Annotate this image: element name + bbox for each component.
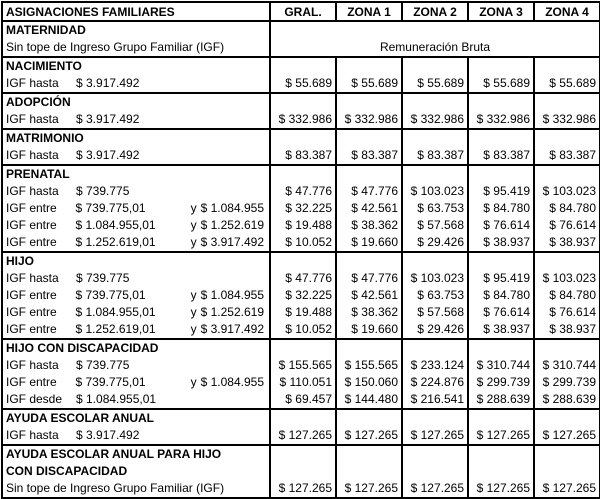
section-title: MATERNIDAD [6,23,86,37]
condition-type: IGF entre [6,375,57,389]
condition-type: IGF entre [6,218,57,232]
condition-and: y [190,322,197,336]
section-title: AYUDA ESCOLAR ANUAL [6,411,155,425]
amount-value: $ 288.639 [542,392,596,406]
amount-value: $ 155.565 [344,358,398,372]
condition-and: y [190,218,197,232]
amount-value: $ 55.689 [549,76,596,90]
condition-and: y [190,305,197,319]
condition-row [6,200,266,217]
amount-value: $ 76.614 [549,218,596,232]
amount-value: $ 233.124 [410,358,464,372]
condition-row [6,287,266,304]
amount-value: $ 103.023 [410,184,464,198]
amount-value: $ 47.776 [351,184,398,198]
condition-from: $ 739.775,01 [75,375,146,389]
amount-value: $ 10.052 [285,235,332,249]
amount-value: $ 29.426 [417,322,464,336]
amount-value: $ 127.265 [542,428,596,442]
amount-value: $ 127.265 [476,481,530,495]
amount-cell [534,165,600,252]
condition-from: $ 739.775 [76,358,130,372]
condition-label: Sin tope de Ingreso Grupo Familiar (IGF) [6,40,225,54]
amount-cell [336,252,402,339]
amount-cell [468,252,534,339]
amount-cell [468,409,534,445]
amount-cell [402,252,468,339]
amount-value: $ 10.052 [285,322,332,336]
amount-value: $ 332.986 [344,112,398,126]
condition-to: $ 1.252.619 [200,305,264,319]
amount-value: $ 84.780 [549,201,596,215]
section-title: ADOPCIÓN [6,95,71,109]
remuneracion-note [270,21,600,57]
amount-value: $ 310.744 [476,358,530,372]
header-zona-4: ZONA 4 [534,2,600,21]
amount-value: $ 63.753 [417,201,464,215]
amount-value: $ 83.387 [285,148,332,162]
header-zona-2: ZONA 2 [402,2,468,21]
amount-cell [468,57,534,93]
amount-value: $ 127.265 [278,481,332,495]
section-title: NACIMIENTO [6,59,82,73]
condition-row [6,270,266,287]
header-zona-3: ZONA 3 [468,2,534,21]
amount-cell [402,129,468,165]
amount-cell [534,339,600,409]
condition-to: $ 3.917.492 [200,322,264,336]
condition-row [6,147,266,164]
condition-type: IGF hasta [6,184,59,198]
amount-value: $ 84.780 [549,288,596,302]
amount-cell [270,93,336,129]
header-gral: GRAL. [270,2,336,21]
condition-type: IGF hasta [6,271,59,285]
condition-and: y [190,235,197,249]
condition-type: IGF desde [6,392,63,406]
condition-from: $ 739.775,01 [75,288,146,302]
amount-cell [402,165,468,252]
amount-value: $ 216.541 [410,392,464,406]
section-label-cell [2,445,270,498]
amount-cell [534,129,600,165]
section-hijo [2,252,600,339]
condition-from: $ 1.084.955,01 [76,392,157,406]
condition-from: $ 1.252.619,01 [75,235,156,249]
amount-cell [534,57,600,93]
section-title: CON DISCAPACIDAD [6,464,128,478]
amount-value: $ 38.937 [549,322,596,336]
amount-value: $ 55.689 [417,76,464,90]
condition-row [6,39,266,56]
amount-value: $ 38.937 [483,322,530,336]
amount-value: $ 310.744 [542,358,596,372]
condition-to: $ 1.084.955 [200,288,264,302]
condition-and: y [190,201,197,215]
amount-value: $ 84.780 [483,288,530,302]
amount-value: $ 76.614 [549,305,596,319]
condition-label: Sin tope de Ingreso Grupo Familiar (IGF) [6,481,225,495]
amount-value: $ 299.739 [476,375,530,389]
condition-row [6,75,266,92]
section-label-cell [2,339,270,409]
amount-value: $ 38.937 [483,235,530,249]
condition-row [6,374,266,391]
amount-cell [534,409,600,445]
section-ayuda-escolar-anual [2,409,600,445]
amount-value: $ 29.426 [417,235,464,249]
amount-value: $ 224.876 [410,375,464,389]
section-hijo-con-discapacidad [2,339,600,409]
remuneracion-text: Remuneración Bruta [379,40,491,54]
section-label-cell [2,165,270,252]
amount-cell [468,339,534,409]
section-adopcion [2,93,600,129]
condition-type: IGF hasta [6,76,59,90]
amount-cell [468,445,534,498]
amount-value: $ 299.739 [542,375,596,389]
section-label-cell [2,409,270,445]
amount-value: $ 38.362 [351,218,398,232]
amount-value: $ 127.265 [476,428,530,442]
condition-type: IGF hasta [6,148,59,162]
asignaciones-table [1,1,600,499]
amount-value: $ 332.986 [542,112,596,126]
section-label-cell [2,21,270,57]
amount-value: $ 83.387 [483,148,530,162]
amount-value: $ 47.776 [285,271,332,285]
amount-cell [534,93,600,129]
amount-cell [468,93,534,129]
section-title: AYUDA ESCOLAR ANUAL PARA HIJO [6,447,222,461]
amount-cell [402,445,468,498]
amount-value: $ 19.660 [351,235,398,249]
amount-value: $ 288.639 [476,392,530,406]
amount-value: $ 57.568 [417,305,464,319]
condition-from: $ 739.775 [76,184,130,198]
condition-row [6,183,266,200]
amount-value: $ 19.488 [285,218,332,232]
condition-and: y [190,288,197,302]
condition-from: $ 1.084.955,01 [75,305,156,319]
condition-row [6,480,266,497]
condition-to: $ 1.084.955 [200,375,264,389]
amount-cell [270,57,336,93]
amount-value: $ 32.225 [285,288,332,302]
amount-value: $ 47.776 [285,184,332,198]
amount-cell [402,409,468,445]
amount-cell [336,445,402,498]
section-label-cell [2,129,270,165]
amount-cell [468,129,534,165]
amount-cell [336,93,402,129]
section-label-cell [2,93,270,129]
condition-row [6,357,266,374]
section-maternidad [2,21,600,57]
amount-value: $ 63.753 [417,288,464,302]
condition-row [6,111,266,128]
amount-value: $ 332.986 [476,112,530,126]
condition-row [6,321,266,338]
amount-value: $ 127.265 [344,428,398,442]
amount-value: $ 84.780 [483,201,530,215]
condition-row [6,391,266,408]
amount-value: $ 332.986 [278,112,332,126]
amount-cell [534,252,600,339]
condition-from: $ 3.917.492 [76,76,140,90]
condition-from: $ 1.252.619,01 [75,322,156,336]
amount-value: $ 127.265 [344,481,398,495]
amount-cell [534,445,600,498]
amount-cell [270,252,336,339]
section-matrimonio [2,129,600,165]
section-title: MATRIMONIO [6,131,84,145]
amount-value: $ 57.568 [417,218,464,232]
amount-value: $ 127.265 [278,428,332,442]
amount-cell [402,93,468,129]
amount-value: $ 19.660 [351,322,398,336]
section-ayuda-escolar-anual-para-hijo-con-discapacidad [2,445,600,498]
condition-type: IGF entre [6,322,57,336]
amount-value: $ 103.023 [542,184,596,198]
header-asignaciones: ASIGNACIONES FAMILIARES [2,2,270,21]
condition-type: IGF entre [6,288,57,302]
condition-type: IGF hasta [6,112,59,126]
section-title: HIJO [6,254,35,268]
condition-from: $ 3.917.492 [76,428,140,442]
header-zona-1: ZONA 1 [336,2,402,21]
condition-type: IGF entre [6,305,57,319]
condition-to: $ 1.252.619 [200,218,264,232]
amount-cell [270,339,336,409]
amount-value: $ 32.225 [285,201,332,215]
amount-cell [336,409,402,445]
amount-value: $ 110.051 [279,375,332,389]
section-label-cell [2,57,270,93]
condition-from: $ 739.775 [76,271,130,285]
amount-cell [336,165,402,252]
condition-from: $ 739.775,01 [75,201,146,215]
amount-value: $ 69.457 [285,392,332,406]
header-row [2,2,600,21]
amount-value: $ 103.023 [410,271,464,285]
amount-value: $ 83.387 [351,148,398,162]
amount-value: $ 144.480 [344,392,398,406]
amount-value: $ 42.561 [351,201,398,215]
amount-value: $ 55.689 [483,76,530,90]
amount-value: $ 95.419 [483,271,530,285]
amount-cell [270,165,336,252]
amount-value: $ 76.614 [483,218,530,232]
section-prenatal [2,165,600,252]
amount-value: $ 55.689 [285,76,332,90]
condition-to: $ 1.084.955 [200,201,264,215]
condition-from: $ 1.084.955,01 [75,218,156,232]
condition-row [6,234,266,251]
section-label-cell [2,252,270,339]
amount-value: $ 127.265 [410,428,464,442]
amount-value: $ 150.060 [344,375,398,389]
condition-type: IGF hasta [6,428,59,442]
amount-value: $ 95.419 [483,184,530,198]
amount-value: $ 47.776 [351,271,398,285]
amount-value: $ 155.565 [278,358,332,372]
amount-value: $ 332.986 [410,112,464,126]
condition-type: IGF hasta [6,358,59,372]
amount-value: $ 19.488 [285,305,332,319]
amount-cell [270,445,336,498]
amount-cell [336,129,402,165]
amount-value: $ 127.265 [410,481,464,495]
amount-value: $ 127.265 [542,481,596,495]
amount-cell [402,57,468,93]
amount-cell [402,339,468,409]
section-nacimiento [2,57,600,93]
condition-type: IGF entre [6,235,57,249]
condition-to: $ 3.917.492 [200,235,264,249]
amount-cell [270,409,336,445]
amount-value: $ 38.937 [549,235,596,249]
condition-row [6,217,266,234]
condition-row [6,427,266,444]
amount-value: $ 76.614 [483,305,530,319]
amount-cell [468,165,534,252]
amount-value: $ 103.023 [542,271,596,285]
amount-cell [270,129,336,165]
condition-from: $ 3.917.492 [76,148,140,162]
condition-from: $ 3.917.492 [76,112,140,126]
section-title: PRENATAL [6,167,70,181]
section-title: HIJO CON DISCAPACIDAD [6,341,159,355]
amount-cell [336,57,402,93]
amount-value: $ 83.387 [549,148,596,162]
amount-value: $ 55.689 [351,76,398,90]
condition-and: y [190,375,197,389]
amount-value: $ 42.561 [351,288,398,302]
amount-cell [336,339,402,409]
condition-row [6,304,266,321]
amount-value: $ 83.387 [417,148,464,162]
condition-type: IGF entre [6,201,57,215]
amount-value: $ 38.362 [351,305,398,319]
